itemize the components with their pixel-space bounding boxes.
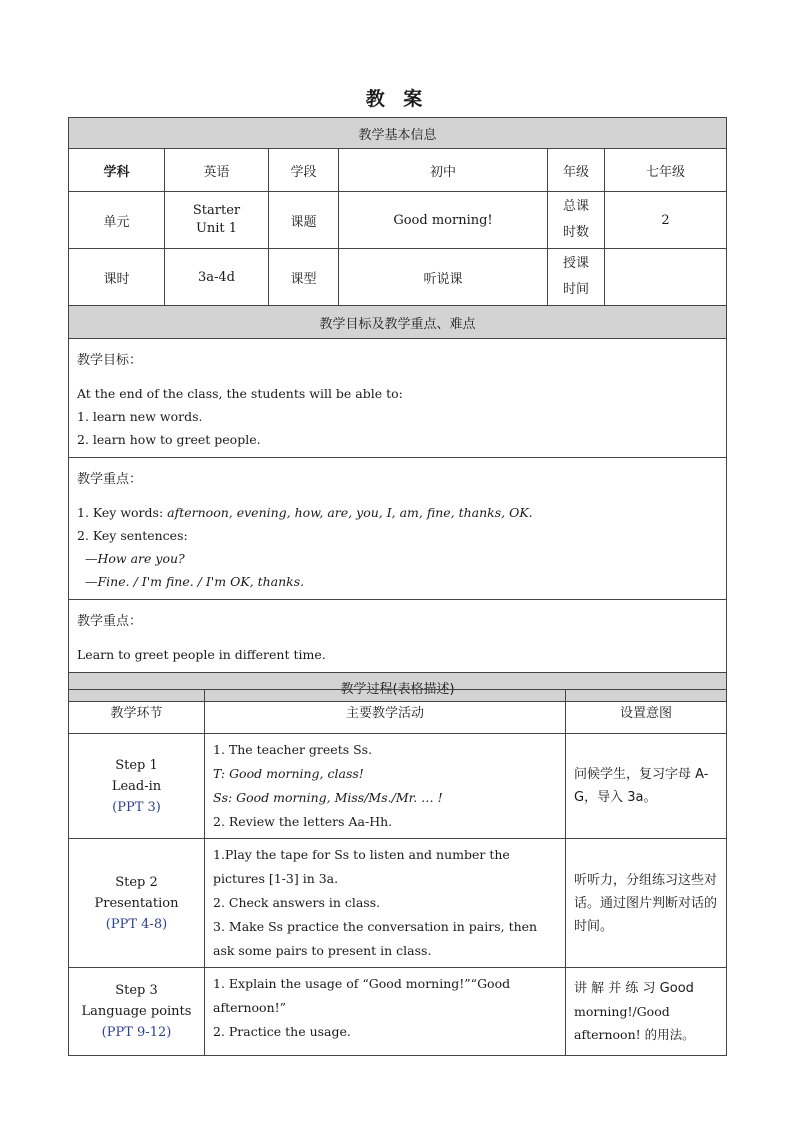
objectives-heading: 教学目标： — [77, 353, 143, 368]
unit-label: 单元 — [69, 192, 165, 249]
objectives-line: At the end of the class, the students will be able to: — [77, 386, 403, 401]
step-1-intent: 问候学生，复习字母 A-G，导入 3a。 — [566, 734, 727, 839]
activity-line: 1. Explain the usage of “Good morning!”“Good — [213, 976, 511, 991]
topic-label: 课题 — [269, 192, 339, 249]
key-points-heading: 教学重点： — [77, 472, 143, 487]
difficulties-line: Learn to greet people in different time. — [77, 647, 326, 662]
activity-line: 1. The teacher greets Ss. — [213, 742, 373, 757]
teach-time-value — [605, 249, 727, 306]
activity-line: afternoon!” — [213, 1000, 287, 1015]
key-words-list: afternoon, evening, how, are, you, I, am, fine, thanks, OK. — [167, 505, 533, 520]
key-sentences-label: 2. Key sentences: — [77, 528, 188, 543]
step-3-name: Language points — [81, 1004, 192, 1019]
key-words-prefix: 1. Key words: — [77, 505, 168, 520]
activity-line: 2. Review the letters Aa-Hh. — [213, 814, 393, 829]
step-3-intent-line2: morning!/Good — [574, 1004, 670, 1019]
activity-line: 1.Play the tape for Ss to listen and number the — [213, 847, 510, 862]
document-title: 教 案 — [365, 88, 429, 110]
teach-time-label — [548, 249, 605, 306]
stage-label: 学段 — [269, 149, 339, 192]
total-hours-value: 2 — [605, 192, 727, 249]
activity-line: Ss: Good morning, Miss/Ms./Mr. … ! — [213, 790, 443, 805]
step-3-ppt: (PPT 9-12) — [101, 1025, 172, 1040]
objectives-line: 1. learn new words. — [77, 409, 203, 424]
grade-value: 七年级 — [605, 149, 727, 192]
process-header-intent: 设置意图 — [566, 690, 727, 734]
step-2-number: Step 2 — [115, 874, 158, 890]
step-1-name: Lead-in — [111, 778, 162, 794]
key-words-line — [77, 501, 718, 524]
step-3-intent-line1: 讲 解 并 练 习 Good — [574, 981, 694, 996]
key-sentence-2: —Fine. / I'm fine. / I'm OK, thanks. — [85, 574, 305, 589]
section-process: 教学过程(表格描述) — [69, 673, 727, 702]
activity-line: T: Good morning, class! — [213, 766, 364, 781]
process-table — [68, 689, 727, 1056]
grade-label: 年级 — [548, 149, 605, 192]
section-goals: 教学目标及教学重点、难点 — [69, 306, 727, 339]
process-header-stage: 教学环节 — [69, 690, 205, 734]
unit-value — [165, 192, 269, 249]
period-value: 3a-4d — [165, 249, 269, 306]
subject-label: 学科 — [69, 149, 165, 192]
topic-value: Good morning! — [339, 192, 548, 249]
lesson-type-value: 听说课 — [339, 249, 548, 306]
objectives-block — [69, 339, 727, 458]
total-hours-label — [548, 192, 605, 249]
key-points-block — [69, 458, 727, 600]
process-header-activities: 主要教学活动 — [205, 690, 566, 734]
activity-line: 2. Practice the usage. — [213, 1024, 351, 1039]
step-2-ppt: (PPT 4-8) — [105, 916, 168, 932]
teach-time-label-line2: 时间 — [562, 282, 589, 297]
step-1-cell — [69, 734, 205, 839]
activity-line: ask some pairs to present in class. — [213, 943, 432, 958]
objectives-line: 2. learn how to greet people. — [77, 432, 261, 447]
step-3-activities — [205, 968, 566, 1056]
difficulties-block — [69, 600, 727, 673]
difficulties-heading: 教学重点： — [77, 614, 143, 629]
step-3-intent — [566, 968, 727, 1056]
step-3-intent-line3: afternoon! 的用法。 — [574, 1027, 695, 1042]
unit-value-line2: Unit 1 — [195, 221, 238, 236]
step-1-activities — [205, 734, 566, 839]
step-3-cell — [69, 968, 205, 1056]
step-3-number: Step 3 — [115, 983, 158, 998]
stage-value: 初中 — [339, 149, 548, 192]
step-2-name: Presentation — [94, 895, 179, 911]
unit-value-line1: Starter — [192, 203, 241, 218]
activity-line: pictures [1-3] in 3a. — [213, 871, 339, 886]
step-1-number: Step 1 — [115, 757, 158, 773]
step-1-ppt: (PPT 3) — [112, 799, 161, 815]
activity-line: 2. Check answers in class. — [213, 895, 381, 910]
period-label: 课时 — [69, 249, 165, 306]
total-hours-label-line1: 总课 — [562, 199, 589, 214]
step-2-cell — [69, 839, 205, 968]
activity-line: 3. Make Ss practice the conversation in pairs, then — [213, 919, 538, 934]
step-2-activities — [205, 839, 566, 968]
lesson-type-label: 课型 — [269, 249, 339, 306]
step-2-intent: 听听力，分组练习这些对话。通过图片判断对话的时间。 — [566, 839, 727, 968]
subject-value: 英语 — [165, 149, 269, 192]
total-hours-label-line2: 时数 — [562, 225, 589, 240]
teach-time-label-line1: 授课 — [562, 256, 589, 271]
key-sentence-1: —How are you? — [85, 551, 185, 566]
lesson-plan-table — [68, 117, 727, 702]
section-basic-info: 教学基本信息 — [69, 118, 727, 149]
